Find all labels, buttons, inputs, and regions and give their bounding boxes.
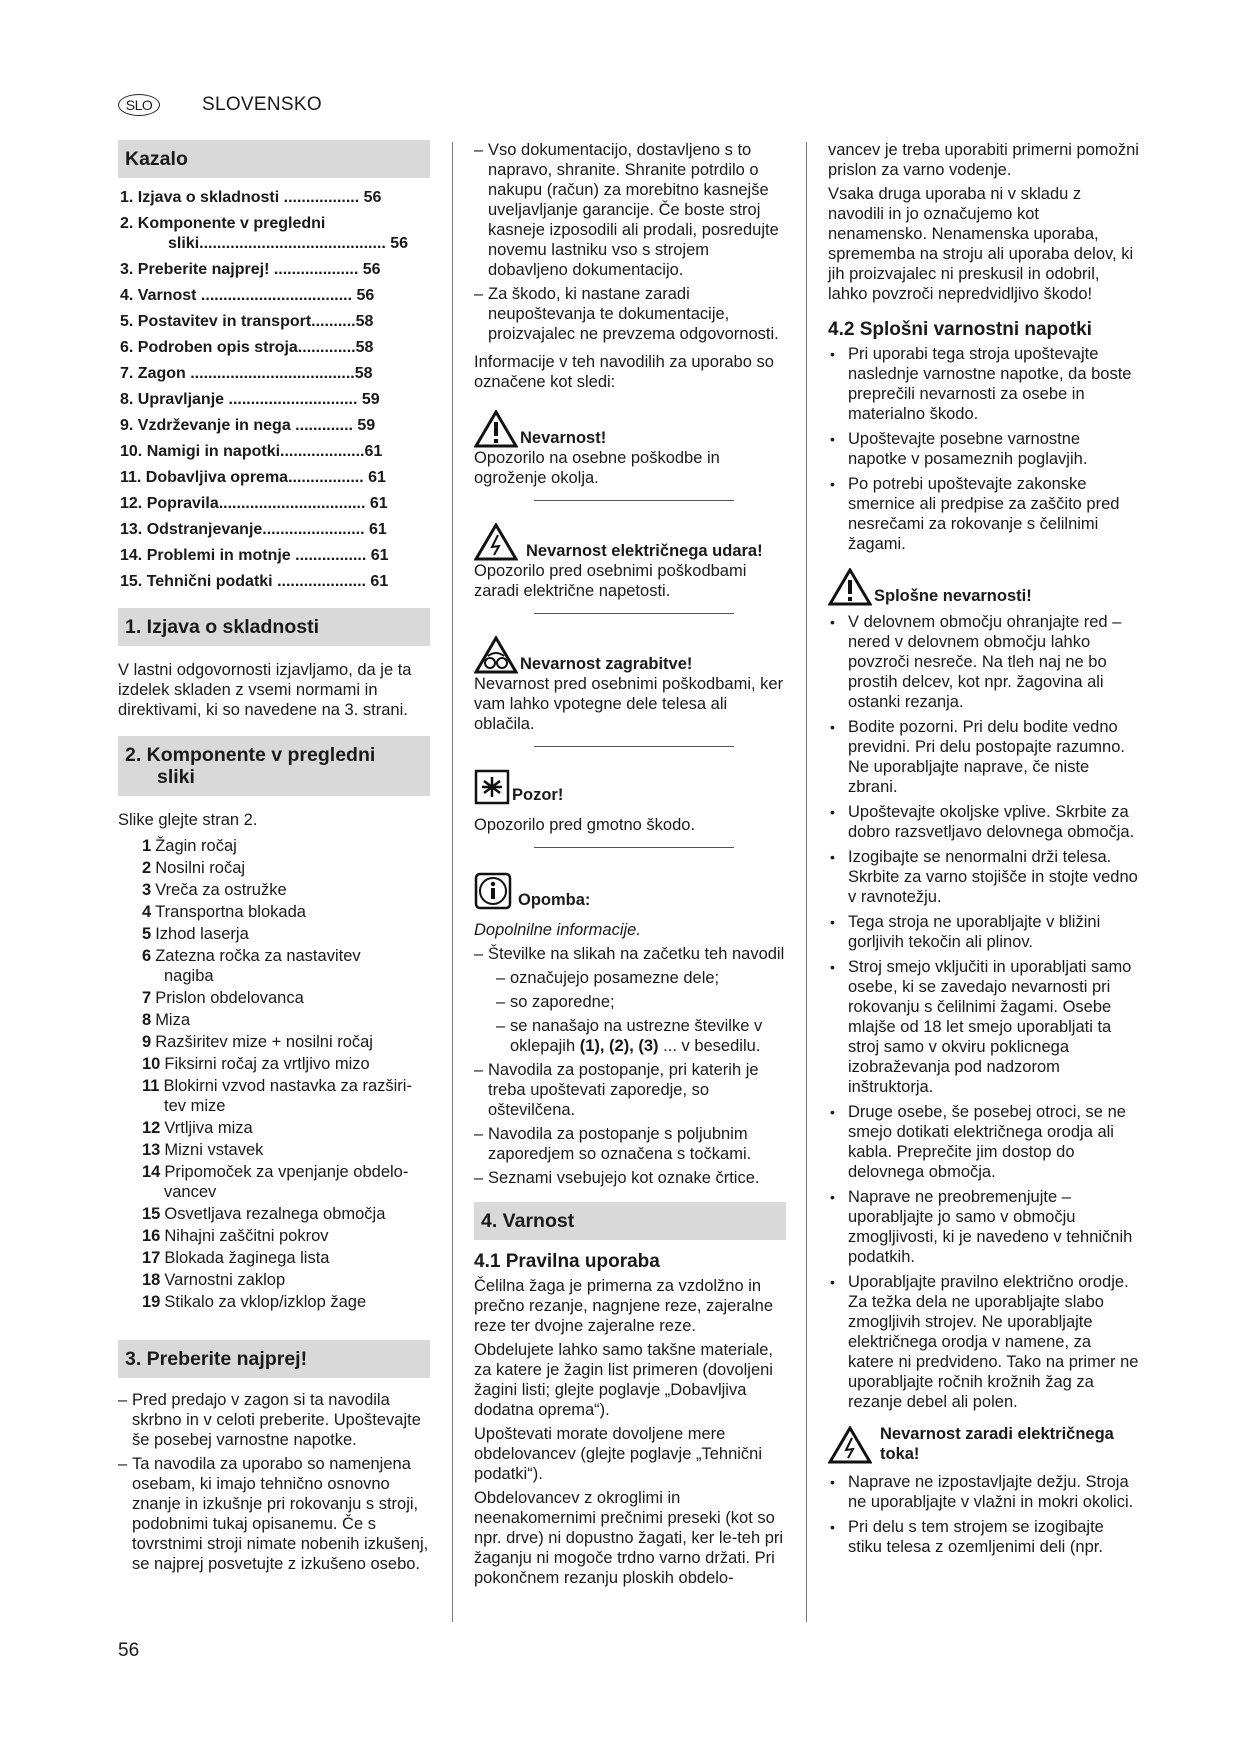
toc-entry[interactable]: 14. Problemi in motnje ................ 61	[120, 547, 389, 564]
list-item: 18 Varnostni zaklop	[142, 1271, 286, 1289]
list-item: – Seznami vsebujejo kot oznake črtice.	[474, 1168, 786, 1188]
list-item: 2 Nosilni ročaj	[142, 859, 246, 877]
list-item: 9 Razširitev mize + nosilni ročaj	[142, 1033, 373, 1051]
warning-triangle-icon	[828, 568, 872, 606]
conventions-list	[474, 944, 786, 964]
list-item: 12 Vrtljiva miza	[142, 1119, 253, 1137]
warning-entanglement-text: Nevarnost pred osebnimi poškodbami, ker vam lahko vpotegne dele telesa ali oblačila.	[474, 675, 784, 733]
warning-danger: Nevarnost!	[474, 410, 786, 448]
warning-danger-text: Opozorilo na osebne poškodbe in ogroženje okolja.	[474, 449, 720, 487]
caution-text: Opozorilo pred gmotno škodo.	[474, 816, 696, 834]
paragraph: Vsaka druga uporaba ni v skladu z navodili in jo označujemo kot nenamensko. Nenamenska uporaba, sprememba na stroju ali uporaba delov, ki jih proizvajalec ni preskusil in odobril, lahko povzroči nepredvidljivo škodo!	[828, 185, 1134, 303]
section-4-1-title: 4.1 Pravilna uporaba	[474, 1251, 660, 1272]
column-3	[828, 140, 1140, 1562]
list-item: 13 Mizni vstavek	[142, 1141, 264, 1159]
warning-triangle-icon	[474, 410, 518, 448]
section-3-title: 3. Preberite najprej!	[118, 1340, 430, 1378]
list-item: • Pri delu s tem strojem se izogibajte stiku telesa z ozemljenimi deli (npr.	[828, 1517, 1140, 1557]
paragraph: Upoštevati morate dovoljene mere obdelovancev (glejte poglavje „Tehnični podatki“).	[474, 1425, 763, 1483]
list-item: 15 Osvetljava rezalnega območja	[142, 1205, 386, 1223]
list-item: • Pri uporabi tega stroja upoštevajte naslednje varnostne napotke, da boste preprečili nevarnosti za osebe in materialno škodo.	[828, 344, 1140, 424]
list-item: • Tega stroja ne uporabljajte v bližini gorljivih tekočin ali plinov.	[828, 912, 1140, 952]
conventions-list-2	[474, 1060, 786, 1188]
list-item: 19 Stikalo za vklop/izklop žage	[142, 1293, 367, 1311]
caution-damage-icon	[474, 769, 510, 805]
column-1	[118, 140, 430, 1578]
list-item: – Navodila za postopanje s poljubnim zaporedjem so označena s točkami.	[474, 1124, 786, 1164]
list-item: 17 Blokada žaginega lista	[142, 1249, 330, 1267]
general-hazards-list	[828, 612, 1140, 1412]
list-item: 3 Vreča za ostružke	[142, 881, 287, 899]
toc-entry[interactable]: 6. Podroben opis stroja.............58	[120, 339, 374, 356]
section-4-title: 4. Varnost	[474, 1202, 786, 1240]
toc-entry[interactable]: 10. Namigi in napotki...................61	[120, 443, 383, 460]
list-item: 1 Žagin ročaj	[142, 837, 237, 855]
toc-entry[interactable]: 13. Odstranjevanje....................... 61	[120, 521, 387, 538]
list-item: • Po potrebi upoštevajte zakonske smernice ali predpise za zaščito pred nesrečami za rokovanje s čelilnimi žagami.	[828, 474, 1140, 554]
entanglement-hazard-icon	[474, 636, 518, 674]
warning-electric-current: Nevarnost zaradi električnega toka!	[828, 1424, 1140, 1464]
list-item: 4 Transportna blokada	[142, 903, 306, 921]
list-item: • Druge osebe, še posebej otroci, se ne smejo dotikati električnega orodja ali kabla. Preprečite jim dostop do delovnega območja.	[828, 1102, 1140, 1182]
column-divider-2	[806, 142, 807, 1622]
list-item: 10 Fiksirni ročaj za vrtljivo mizo	[142, 1055, 370, 1073]
toc-entry[interactable]: 15. Tehnični podatki .................... 61	[120, 573, 389, 590]
list-item: – se nanašajo na ustrezne številke v oklepajih (1), (2), (3) ... v besedilu.	[474, 1016, 786, 1056]
list-item: – Ta navodila za uporabo so namenjena osebam, ki imajo tehnično osnovno znanje in izkušnje pri rokovanju s stroji, podobnimi tukaj opisanemu. Če s tovrstnimi stroji nimate nobenih izkušenj, se najprej posvetujte z izkušeno osebo.	[118, 1454, 430, 1574]
section-1-text: V lastni odgovornosti izjavljamo, da je ta izdelek skladen z vsemi normami in direktivami, ki so navedene na 3. strani.	[118, 661, 412, 719]
info-intro: Informacije v teh navodilih za uporabo so označene kot sledi:	[474, 353, 774, 391]
electric-hazard-icon	[474, 523, 518, 561]
caution-notice: Pozor!	[474, 769, 786, 805]
list-item: 11 Blokirni vzvod nastavka za razširi- tev mize	[142, 1077, 412, 1115]
component-list	[118, 836, 430, 1312]
list-item: – Za škodo, ki nastane zaradi neupoštevanja te dokumentacije, proizvajalec ne prevzema odgovornosti.	[474, 284, 786, 344]
column-divider-1	[452, 142, 453, 1622]
info-icon	[474, 872, 512, 910]
warning-entanglement: Nevarnost zagrabitve!	[474, 636, 786, 674]
toc-entry[interactable]: 7. Zagon .....................................58	[120, 365, 373, 382]
list-item: • Naprave ne izpostavljajte dežju. Stroja ne uporabljajte v vlažni in mokri okolici.	[828, 1472, 1140, 1512]
list-item: • Bodite pozorni. Pri delu bodite vedno previdni. Pri delu postopajte razumno. Ne uporabljajte naprave, če niste zbrani.	[828, 717, 1140, 797]
divider	[534, 613, 734, 614]
toc-entry[interactable]: 11. Dobavljiva oprema................. 61	[120, 469, 386, 486]
list-item: – Številke na slikah na začetku teh navodil	[474, 944, 786, 964]
list-item: • Uporabljajte pravilno električno orodje. Za težka dela ne uporabljajte slabo zmogljivih strojev. Ne uporabljajte električnega orodja v namene, za katere ni predvideno. Tako na primer ne uporabljajte ročnih krožnih žag za rezanje debel ali polen.	[828, 1272, 1140, 1412]
warning-general: Splošne nevarnosti!	[828, 568, 1140, 606]
list-item: • Stroj smejo vključiti in uporabljati samo osebe, ki se zavedajo nevarnosti pri rokovanju s čelilnimi žagami. Osebe mlajše od 18 let smejo uporabljati ta stroj samo v okviru poklicnega izobraževanja pod nadzorom inštruktorja.	[828, 957, 1140, 1097]
section-2-intro: Slike glejte stran 2.	[118, 811, 258, 829]
toc-title: Kazalo	[118, 140, 430, 178]
list-item: 16 Nihajni zaščitni pokrov	[142, 1227, 329, 1245]
list-item: – so zaporedne;	[474, 992, 786, 1012]
list-item: 6 Zatezna ročka za nastavitev nagiba	[142, 947, 361, 985]
list-item: – Vso dokumentacijo, dostavljeno s to napravo, shranite. Shranite potrdilo o nakupu (račun) za morebitno kasnejše uveljavljanje garancije. Če boste stroj kasneje izposodili ali prodali, posredujte novemu lastniku vso s strojem dobavljeno dokumentacijo.	[474, 140, 786, 280]
electric-hazard-icon	[828, 1426, 872, 1464]
paragraph: Čelilna žaga je primerna za vzdolžno in prečno rezanje, nagnjene reze, zajeralne reze ter dvojne zajeralne reze.	[474, 1277, 774, 1335]
toc-entry[interactable]: 5. Postavitev in transport..........58	[120, 313, 374, 330]
toc-entry[interactable]: 3. Preberite najprej! ................... 56	[120, 261, 381, 278]
list-item: 8 Miza	[142, 1011, 191, 1029]
page-header	[118, 94, 322, 116]
list-item: – Navodila za postopanje, pri katerih je treba upoštevati zaporedje, so oštevilčena.	[474, 1060, 786, 1120]
language-name: SLOVENSKO	[202, 94, 322, 115]
divider	[534, 500, 734, 501]
conventions-sublist	[474, 968, 786, 1056]
toc-entry[interactable]: 8. Upravljanje ............................. 59	[120, 391, 380, 408]
list-item: • V delovnem območju ohranjajte red – nered v delovnem območju lahko povzroči nesreče. Na tleh naj ne bo prostih delcev, kot npr. žagovina ali ostanki rezanja.	[828, 612, 1140, 712]
warning-electric-text: Opozorilo pred osebnimi poškodbami zaradi električne napetosti.	[474, 562, 747, 600]
note-text: Dopolnilne informacije.	[474, 921, 641, 939]
language-badge: SLO	[118, 94, 160, 116]
section-1-title: 1. Izjava o skladnosti	[118, 608, 430, 646]
list-item: 5 Izhod laserja	[142, 925, 249, 943]
electric-hazards-list	[828, 1472, 1140, 1557]
paragraph: Obdelujete lahko samo takšne materiale, za katere je žagin list primeren (dovoljeni žagini listi; glejte poglavje „Dobavljiva dodatna oprema“).	[474, 1341, 773, 1419]
warning-electric: Nevarnost električnega udara!	[474, 523, 786, 561]
toc-entry[interactable]: 1. Izjava o skladnosti ................. 56	[120, 189, 382, 206]
list-item: • Izogibajte se nenormalni drži telesa. Skrbite za varno stojišče in stojte vedno v ravnotežju.	[828, 847, 1140, 907]
toc-entry[interactable]: 2. Komponente v pregledni sliki.......................................... 56	[120, 215, 409, 252]
toc-entry[interactable]: 9. Vzdrževanje in nega ............. 59	[120, 417, 376, 434]
toc-entry[interactable]: 4. Varnost .................................. 56	[120, 287, 375, 304]
paragraph: vancev je treba uporabiti primerni pomožni prislon za varno vodenje.	[828, 141, 1139, 179]
list-item: – Pred predajo v zagon si ta navodila skrbno in v celoti preberite. Upoštevajte še posebej varnostne napotke.	[118, 1390, 430, 1450]
list-item: – označujejo posamezne dele;	[474, 968, 786, 988]
table-of-contents	[118, 188, 430, 592]
documentation-list	[474, 140, 786, 344]
list-item: 7 Prislon obdelovanca	[142, 989, 304, 1007]
section-2-title: 2. Komponente v pregledni sliki	[118, 736, 430, 796]
list-item: • Naprave ne preobremenjujte – uporabljajte jo samo v območju zmogljivosti, ki je navedeno v tehničnih podatkih.	[828, 1187, 1140, 1267]
divider	[534, 847, 734, 848]
column-2	[474, 140, 786, 1592]
divider	[534, 746, 734, 747]
page-number: 56	[118, 1640, 140, 1661]
note-notice: Opomba:	[474, 872, 786, 910]
section-3-list	[118, 1390, 430, 1574]
list-item: 14 Pripomoček za vpenjanje obdelo- vancev	[142, 1163, 409, 1201]
section-4-2-title: 4.2 Splošni varnostni napotki	[828, 319, 1092, 340]
toc-entry[interactable]: 12. Popravila................................. 61	[120, 495, 388, 512]
list-item: • Upoštevajte posebne varnostne napotke v posameznih poglavjih.	[828, 429, 1140, 469]
paragraph: Obdelovancev z okroglimi in neenakomernimi prečnimi preseki (kot so npr. drve) ni dopustno žagati, ker le-teh pri žaganju ni mogoče trdno varno držati. Pri pokončnem rezanju ploskih obdelo-	[474, 1489, 784, 1587]
safety-list	[828, 344, 1140, 554]
list-item: • Upoštevajte okoljske vplive. Skrbite za dobro razsvetljavo delovnega območja.	[828, 802, 1140, 842]
